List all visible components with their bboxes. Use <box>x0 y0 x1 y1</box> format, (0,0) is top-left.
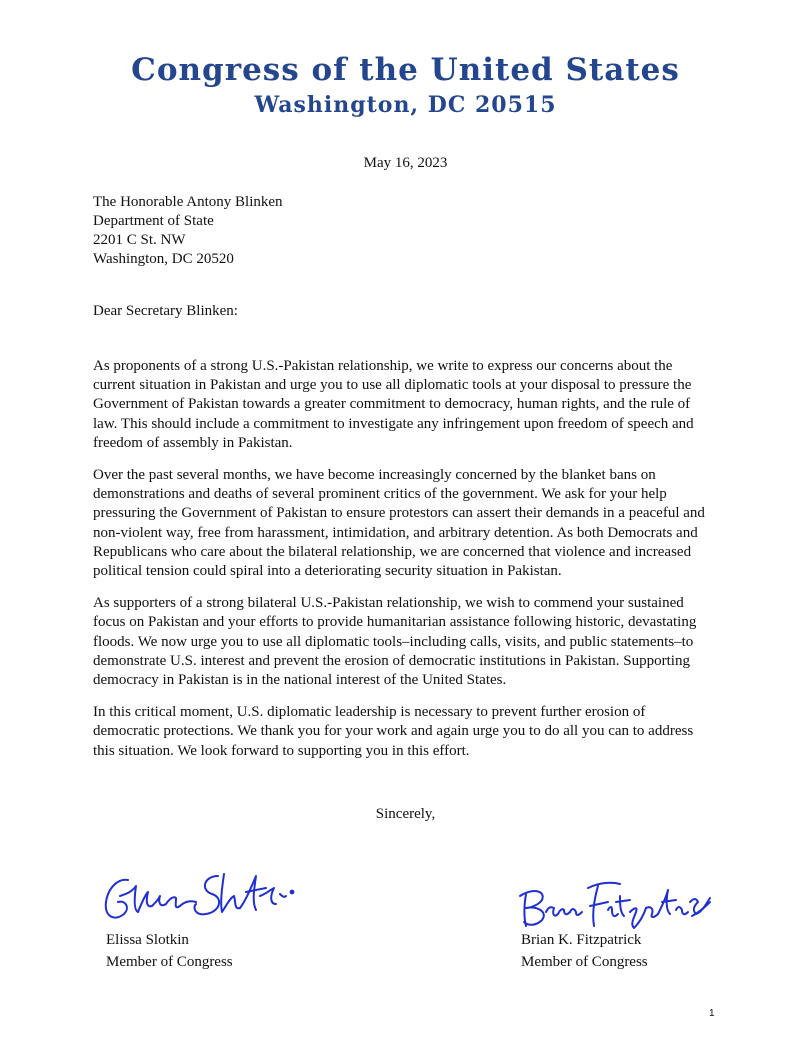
recipient-city: Washington, DC 20520 <box>93 251 234 267</box>
body-paragraph-4: In this critical moment, U.S. diplomatic leadership is necessary to prevent further erosion of democratic protections. We thank you for your work and again urge you to do all you can to address this situation. We look forward to supporting you in this effort. <box>93 704 694 759</box>
letterhead-address: Washington, DC 20515 <box>254 92 557 118</box>
page-number: 1 <box>709 1008 715 1019</box>
closing: Sincerely, <box>375 806 436 822</box>
recipient-name: The Honorable Antony Blinken <box>93 194 283 210</box>
signer-block-slotkin <box>106 929 233 973</box>
signer-block-fitzpatrick <box>521 929 648 973</box>
salutation: Dear Secretary Blinken: <box>93 303 238 319</box>
recipient-street: 2201 C St. NW <box>93 232 186 248</box>
signer-name: Brian K. Fitzpatrick <box>521 932 642 948</box>
letter-date: May 16, 2023 <box>363 155 448 171</box>
signature-slotkin <box>100 866 300 926</box>
signer-name: Elissa Slotkin <box>106 932 189 948</box>
body-paragraph-2: Over the past several months, we have become increasingly concerned by the blanket bans on demonstrations and deaths of several prominent critics of the government. We ask for your help pressuring the Government of Pakistan to ensure protestors can assert their demands in a peaceful and non-violent way, free from harassment, intimidation, and arbitrary detention. As both Democrats and Republicans who care about the bilateral relationship, we are concerned that violence and increased political tension could spiral into a deteriorating security situation in Pakistan. <box>93 467 705 580</box>
body-paragraph-3: As supporters of a strong bilateral U.S.-Pakistan relationship, we wish to commend your sustained focus on Pakistan and your efforts to provide humanitarian assistance following historic, devastating floods. We now urge you to use all diplomatic tools–including calls, visits, and public statements–to demonstrate U.S. interest and prevent the erosion of democratic institutions in Pakistan. Supporting democracy in Pakistan is in the national interest of the United States. <box>93 595 697 689</box>
recipient-department: Department of State <box>93 213 214 229</box>
signer-title: Member of Congress <box>521 954 648 970</box>
recipient-address <box>93 193 283 269</box>
signer-title: Member of Congress <box>106 954 233 970</box>
signature-fitzpatrick <box>516 872 712 934</box>
letter-body <box>93 357 715 774</box>
letterhead-title: Congress of the United States <box>131 52 680 88</box>
body-paragraph-1: As proponents of a strong U.S.-Pakistan relationship, we write to express our concerns about the current situation in Pakistan and urge you to use all diplomatic tools at your disposal to pressure the Government of Pakistan towards a greater commitment to democracy, human rights, and the rule of law. This should include a commitment to investigate any infringement upon freedom of speech and freedom of assembly in Pakistan. <box>93 358 694 451</box>
